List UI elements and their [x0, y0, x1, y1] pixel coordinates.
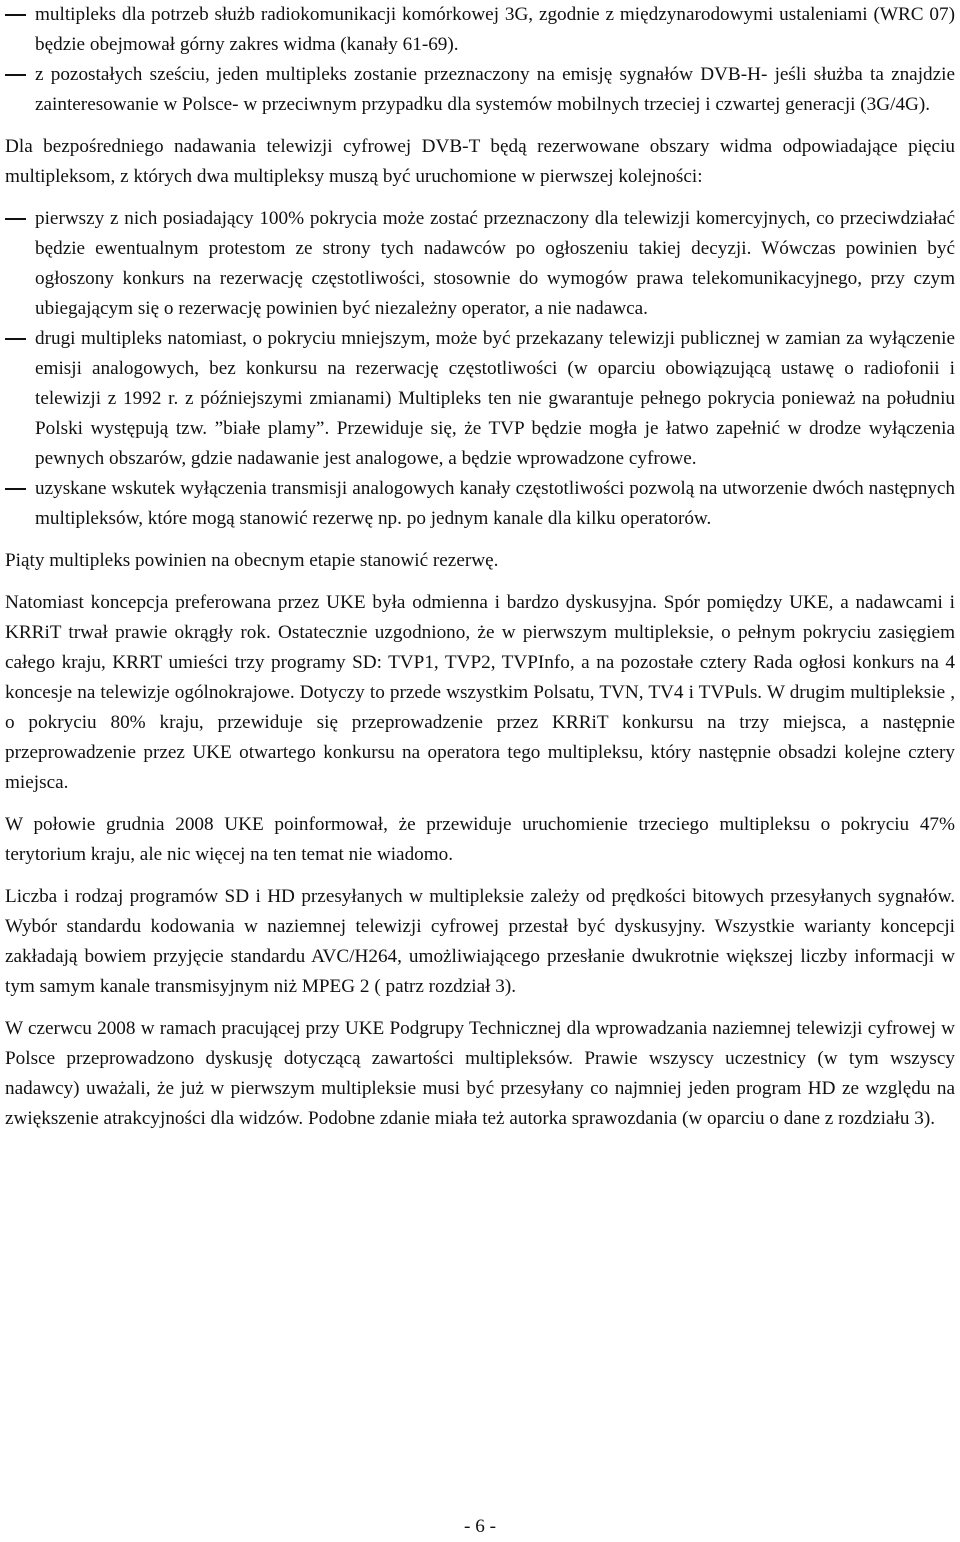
- bullet-list-multiplexes: [5, 204, 955, 534]
- paragraph-dvbt-reservation: Dla bezpośredniego nadawania telewizji cyfrowej DVB-T będą rezerwowane obszary widma odpowiadające pięciu multipleksom, z których dwa multipleksy muszą być uruchomione w pierwszej kolejności:: [5, 136, 955, 187]
- list-item-text: drugi multipleks natomiast, o pokryciu mniejszym, może być przekazany telewizji publicznej w zamian za wyłączenie emisji analogowych, bez konkursu na rezerwację częstotliwości (w oparciu obowiązującą ustawę o radiofonii i telewizji z 1992 r. z późniejszymi zmianami) Multipleks ten nie gwarantuje pełnego pokrycia ponieważ na południu Polski występują tzw. ”białe plamy”. Przewiduje się, że TVP będzie mogła je łatwo zapełnić w drodze wyłączenia pewnych obszarów, gdzie nadawanie jest analogowe, a będzie wprowadzone cyfrowe.: [35, 328, 955, 469]
- dash-bullet-icon: [5, 74, 26, 76]
- paragraph-uke-concept: Natomiast koncepcja preferowana przez UKE była odmienna i bardzo dyskusyjna. Spór pomiędzy UKE, a nadawcami i KRRiT trwał prawie okrągły rok. Ostatecznie uzgodniono, że w pierwszym multipleksie, o pełnym pokryciu zasięgiem całego kraju, KRRT umieści trzy programy SD: TVP1, TVP2, TVPInfo, a na pozostałe cztery Rada ogłosi konkurs na 4 koncesje na telewizje ogólnokrajowe. Dotyczy to przede wszystkim Polsatu, TVN, TV4 i TVPuls. W drugim multipleksie , o pokryciu 80% kraju, przewiduje się przeprowadzenie przez KRRiT konkursu na trzy miejsca, a następnie przeprowadzenie przez UKE otwartego konkursu na operatora tego multipleksu, który następnie obsadzi kolejne cztery miejsca.: [5, 592, 955, 793]
- page-number: - 6 -: [464, 1516, 496, 1537]
- paragraph-december-2008: W połowie grudnia 2008 UKE poinformował, że przewiduje uruchomienie trzeciego multipleksu o pokryciu 47% terytorium kraju, ale nic więcej na ten temat nie wiadomo.: [5, 814, 955, 865]
- document-page: [5, 0, 955, 1146]
- paragraph-june-2008: W czerwcu 2008 w ramach pracującej przy UKE Podgrupy Technicznej dla wprowadzania naziemnej telewizji cyfrowej w Polsce przeprowadzono dyskusję dotyczącą zawartości multipleksów. Prawie wszyscy uczestnicy (w tym wszyscy nadawcy) uważali, że już w pierwszym multipleksie musi być przesyłany co najmniej jeden program HD ze względu na zwiększenie atrakcyjności dla widzów. Podobne zdanie miała też autorka sprawozdania (w oparciu o dane z rozdziału 3).: [5, 1018, 955, 1129]
- list-item-text: multipleks dla potrzeb służb radiokomunikacji komórkowej 3G, zgodnie z międzynarodowymi ustaleniami (WRC 07) będzie obejmował górny zakres widma (kanały 61-69).: [35, 4, 955, 55]
- list-item: [5, 204, 955, 324]
- list-item: [5, 474, 955, 534]
- list-item-text: uzyskane wskutek wyłączenia transmisji analogowych kanały częstotliwości pozwolą na utworzenie dwóch następnych multipleksów, które mogą stanowić rezerwę np. po jednym kanale dla kilku operatorów.: [35, 478, 955, 529]
- dash-bullet-icon: [5, 218, 26, 220]
- list-item: [5, 324, 955, 474]
- bullet-list-channels: [5, 0, 955, 120]
- dash-bullet-icon: [5, 338, 26, 340]
- paragraph-sd-hd-programs: Liczba i rodzaj programów SD i HD przesyłanych w multipleksie zależy od prędkości bitowych przesyłanych sygnałów. Wybór standardu kodowania w naziemnej telewizji cyfrowej przestał być dyskusyjny. Wszystkie warianty koncepcji zakładają bowiem przyjęcie standardu AVC/H264, umożliwiającego przesłanie dwukrotnie większej liczby informacji w tym samym kanale transmisyjnym niż MPEG 2 ( patrz rozdział 3).: [5, 886, 955, 997]
- dash-bullet-icon: [5, 488, 26, 490]
- paragraph-fifth-multiplex: Piąty multipleks powinien na obecnym etapie stanowić rezerwę.: [5, 550, 499, 571]
- list-item: [5, 60, 955, 120]
- list-item-text: pierwszy z nich posiadający 100% pokrycia może zostać przeznaczony dla telewizji komercyjnych, co przeciwdziałać będzie ewentualnym protestom ze strony tych nadawców po ogłoszeniu takiej decyzji. Wówczas powinien być ogłoszony konkurs na rezerwację częstotliwości, stosownie do wymogów prawa telekomunikacyjnego, przy czym ubiegającym się o rezerwację powinien być niezależny operator, a nie nadawca.: [35, 208, 955, 319]
- list-item: [5, 0, 955, 60]
- dash-bullet-icon: [5, 14, 26, 16]
- list-item-text: z pozostałych sześciu, jeden multipleks zostanie przeznaczony na emisję sygnałów DVB-H- jeśli służba ta znajdzie zainteresowanie w Polsce- w przeciwnym przypadku dla systemów mobilnych trzeciej i czwartej generacji (3G/4G).: [35, 64, 955, 115]
